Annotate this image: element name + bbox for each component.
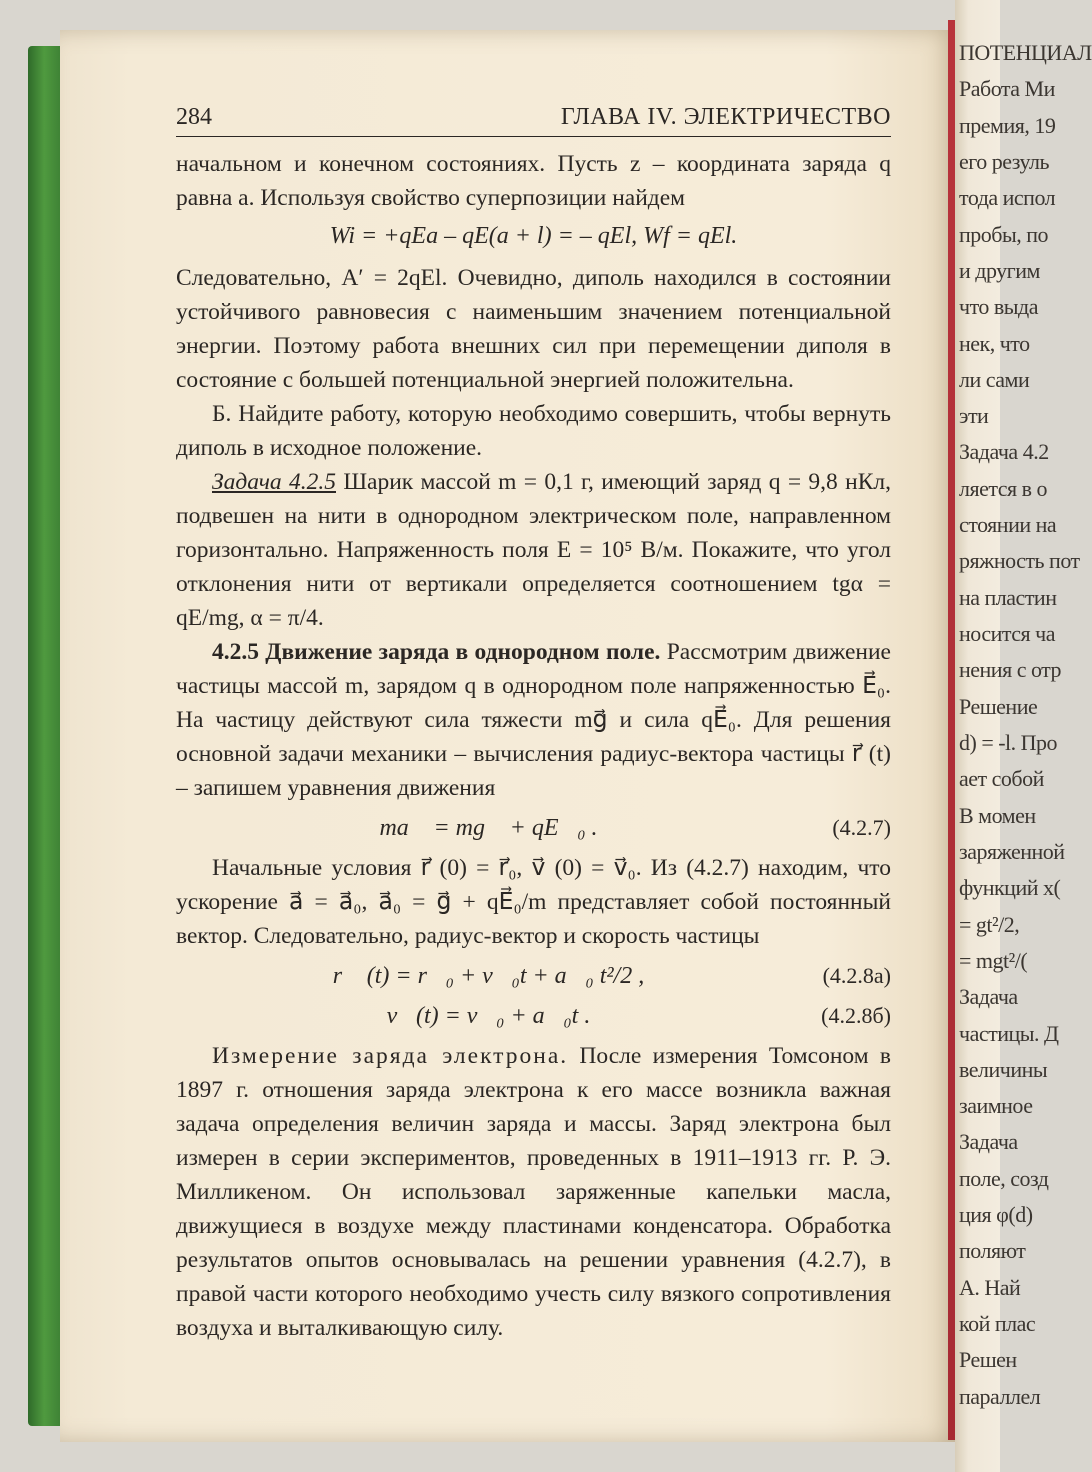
- right-page-text-fragment: заимное: [959, 1093, 1033, 1119]
- right-page-text-fragment: ляется в о: [959, 475, 1048, 501]
- equation: v⃗(t) = v⃗₀ + a⃗₀t .: [386, 1003, 591, 1029]
- right-page-text-fragment: и другим: [959, 257, 1040, 283]
- running-header: [176, 100, 891, 137]
- right-page-text-fragment: ция φ(d): [959, 1202, 1033, 1228]
- right-page-text-fragment: поляют: [959, 1238, 1026, 1264]
- spaced-heading: Измерение заряда электрона.: [212, 1043, 569, 1069]
- task-text: Шарик массой m = 0,1 г, имеющий заряд q = 9,8 нКл, подвешен на нити в однородном электрическом поле, направленном горизонтально. Напряженность поля E = 10⁵ В/м. Покажите, что угол отклонения нити от вертикали определяется соотношением tgα = qE/mg, α = π/4.: [176, 469, 891, 631]
- formula-energy: Wi = +qEa – qE(a + l) = – qEl, Wf = qEl.: [329, 223, 738, 249]
- right-page-text-fragment: В момен: [959, 802, 1036, 828]
- chapter-title: ГЛАВА IV. ЭЛЕКТРИЧЕСТВО: [560, 104, 891, 130]
- right-page-text-fragment: Решен: [959, 1347, 1017, 1373]
- page-number: 284: [176, 104, 212, 130]
- paragraph: Б. Найдите работу, которую необходимо совершить, чтобы вернуть диполь в исходное положение.: [176, 401, 891, 461]
- equation: ma⃗ = mg⃗ + qE⃗₀ .: [379, 815, 598, 841]
- equation-number: (4.2.8б): [821, 1003, 891, 1028]
- paragraph: Следовательно, A′ = 2qEl. Очевидно, диполь находился в состоянии устойчивого равновесия с наименьшим значением потенциальной энергии. Поэтому работа внешних сил при перемещении диполя в состояние с большей потенциальной энергией положительна.: [176, 265, 891, 393]
- right-page-text-fragment: нения с отр: [959, 657, 1062, 683]
- book-spine-cover: [28, 46, 64, 1426]
- task-paragraph: [176, 465, 891, 635]
- right-page-text-fragment: Решение: [959, 693, 1038, 719]
- right-page-text-fragment: ПОТЕНЦИАЛ: [959, 40, 1092, 65]
- right-page-text-fragment: тода испол: [959, 185, 1056, 211]
- section-paragraph: [176, 635, 891, 805]
- section-text: Рассмотрим движение частицы массой m, зарядом q в однородном поле напряженностью E⃗₀. На частицу действуют сила тяжести mg⃗ и сила qE⃗₀. Для решения основной задачи механики – вычисления радиус-вектора частицы r⃗ (t) – запишем уравнения движения: [176, 639, 891, 801]
- right-page-text-fragment: Задача: [959, 1129, 1018, 1155]
- paragraph: начальном и конечном состояниях. Пусть z – координата заряда q равна a. Используя свойство суперпозиции найдем: [176, 151, 891, 211]
- paragraph: [176, 1039, 891, 1345]
- right-page-text-fragment: ает собой: [959, 766, 1044, 792]
- right-page-text-fragment: Задача: [959, 984, 1018, 1010]
- right-page-text-fragment: Задача 4.2: [959, 439, 1049, 465]
- equation-row: [176, 999, 891, 1033]
- right-page-text-fragment: d) = -l. Про: [959, 730, 1058, 755]
- right-page-text-fragment: кой плас: [959, 1311, 1036, 1337]
- right-page-text-fragment: = mgt²/(: [959, 947, 1028, 973]
- right-page-text-fragment: функций x(: [959, 875, 1061, 901]
- right-page-text-fragment: эти: [959, 403, 989, 429]
- right-page-text-fragment: = gt²/2,: [959, 911, 1020, 937]
- equation-row: [176, 811, 891, 845]
- right-page-text-fragment: Работа Ми: [959, 76, 1055, 102]
- right-page-text-fragment: пробы, по: [959, 221, 1049, 247]
- right-page-text-fragment: его резуль: [959, 148, 1050, 174]
- right-page-text-fragment: что выда: [959, 294, 1039, 320]
- right-page-text-fragment: стоянии на: [959, 512, 1057, 538]
- right-page-text-fragment: заряженной: [959, 838, 1065, 864]
- right-page-text-fragment: параллел: [959, 1383, 1041, 1409]
- right-page-text-fragment: на пластин: [959, 584, 1057, 610]
- equation-number: (4.2.7): [832, 815, 891, 840]
- paragraph-text: После измерения Томсоном в 1897 г. отношения заряда электрона к его массе возникла важная задача определения величин заряда и массы. Заряд электрона был измерен в серии экспериментов, проведенных в 1911–1913 гг. Р. Э. Милликеном. Он использовал заряженные капельки масла, движущиеся в воздухе между пластинами конденсатора. Обработка результатов опытов основывалась на решении уравнения (4.2.7), в правой части которого необходимо учесть силу вязкого сопротивления воздуха и выталкивающую силу.: [176, 1043, 891, 1341]
- right-page-text-fragment: ряжность пот: [959, 548, 1080, 574]
- task-label: Задача 4.2.5: [212, 469, 336, 495]
- right-page-text-fragment: поле, созд: [959, 1165, 1049, 1191]
- right-page-text-fragment: премия, 19: [959, 112, 1056, 138]
- equation: r⃗ (t) = r⃗₀ + v⃗₀t + a⃗₀ t²/2 ,: [332, 963, 645, 989]
- page-content: [176, 100, 891, 1345]
- right-page-text-fragment: ли сами: [959, 366, 1030, 392]
- right-page-text-fragment: А. Най: [959, 1274, 1021, 1300]
- right-page-text-fragment: частицы. Д: [959, 1020, 1059, 1046]
- right-page-text-fragment: величины: [959, 1056, 1048, 1082]
- equation-number: (4.2.8а): [822, 963, 891, 988]
- right-page-fragment: [955, 0, 1092, 1472]
- right-page-text-fragment: нек, что: [959, 330, 1030, 356]
- paragraph: Начальные условия r⃗ (0) = r⃗₀, v⃗ (0) = v⃗₀. Из (4.2.7) находим, что ускорение a⃗ = a⃗₀, a⃗₀ = g⃗ + qE⃗₀/m представляет собой постоянный вектор. Следовательно, радиус-вектор и скорость частицы: [176, 855, 891, 949]
- section-title: 4.2.5 Движение заряда в однородном поле.: [212, 639, 661, 665]
- equation-row: [176, 959, 891, 993]
- right-page-text-fragment: носится ча: [959, 621, 1055, 647]
